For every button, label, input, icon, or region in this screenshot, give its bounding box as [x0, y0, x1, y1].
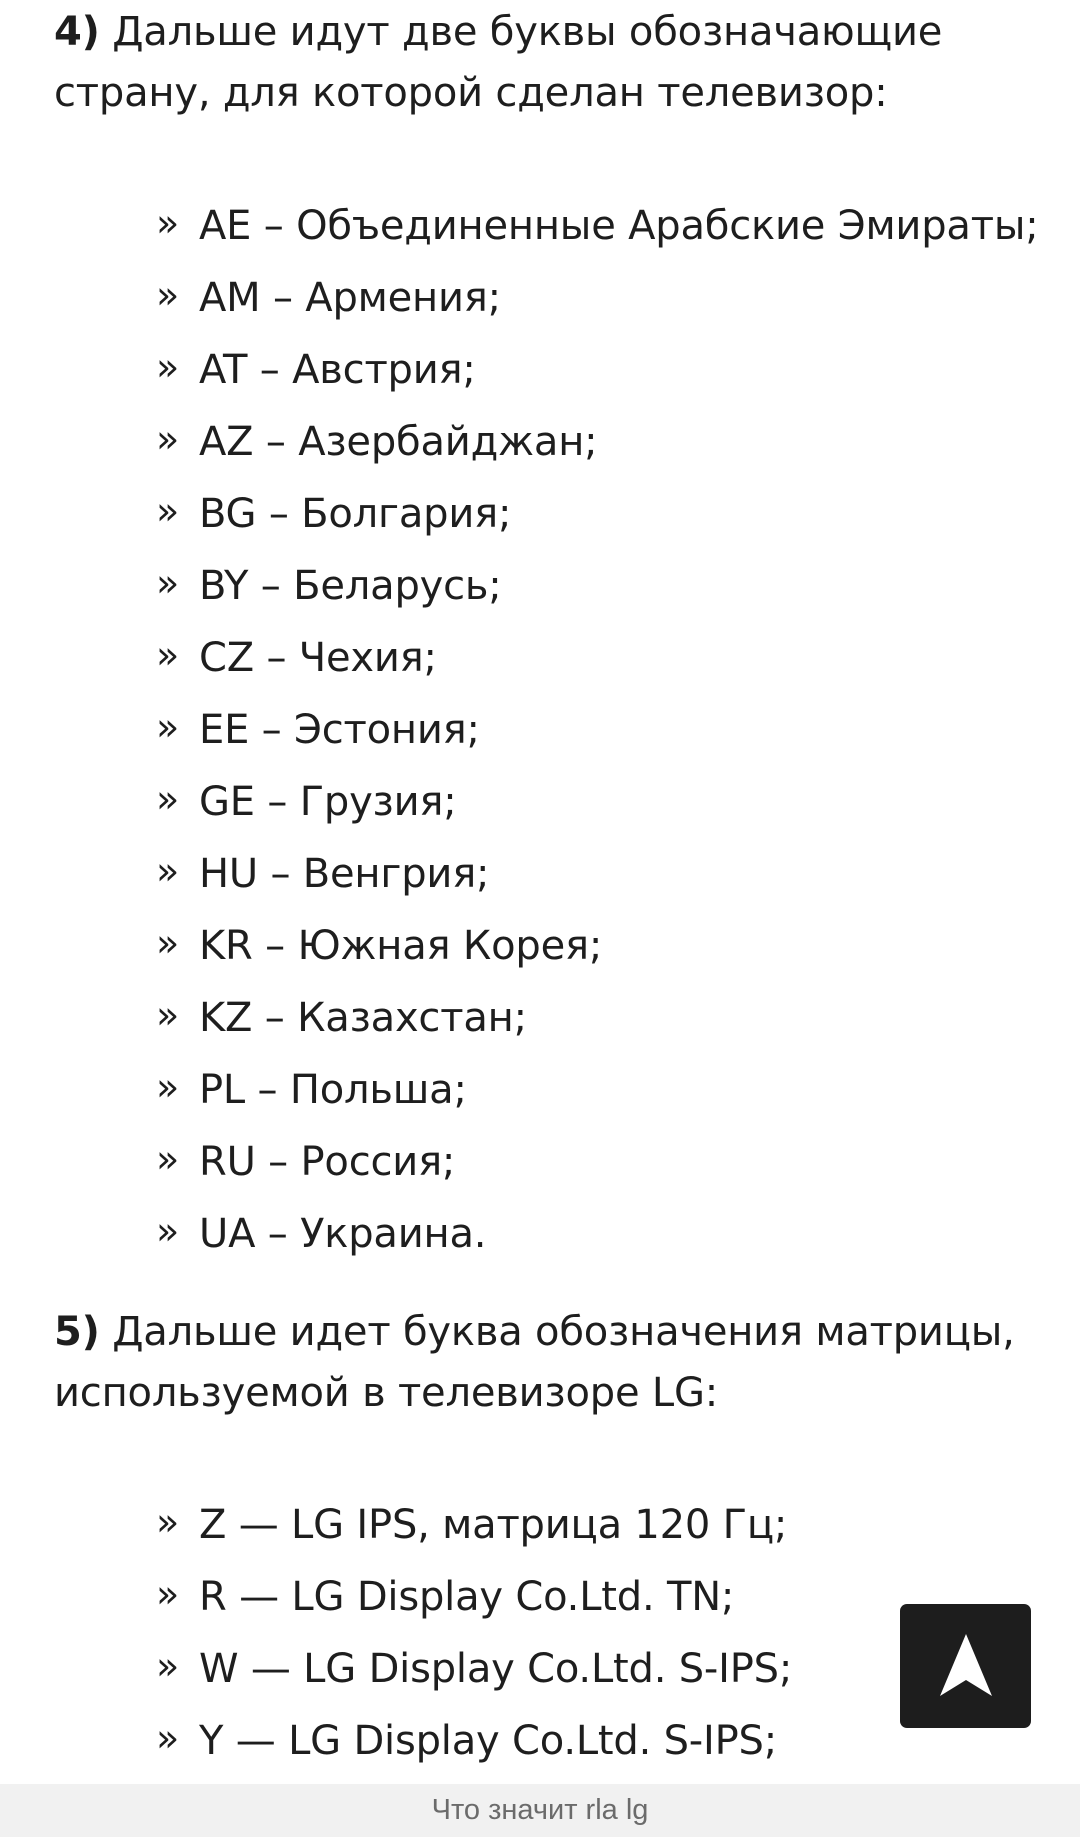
list-item: [0, 982, 1080, 1054]
list-bullet: »: [156, 777, 180, 821]
section-5-line1: Дальше идет буква обозначения матрицы,: [112, 1309, 1015, 1355]
list-bullet: »: [156, 201, 180, 245]
list-bullet: »: [156, 417, 180, 461]
list-bullet: »: [156, 489, 180, 533]
list-item: [0, 550, 1080, 622]
list-item-text: BY – Беларусь;: [199, 563, 502, 609]
list-item-text: EE – Эстония;: [199, 707, 480, 753]
footer-caption: Что значит rla lg: [431, 1794, 649, 1826]
list-item-text: AM – Армения;: [199, 275, 501, 321]
list-item-text: PL – Польша;: [199, 1067, 467, 1113]
list-bullet: »: [156, 633, 180, 677]
list-item: [0, 406, 1080, 478]
list-item: [0, 478, 1080, 550]
list-item: [0, 910, 1080, 982]
list-item-text: W — LG Display Co.Ltd. S-IPS;: [199, 1646, 793, 1692]
list-item-text: UA – Украина.: [199, 1211, 487, 1257]
list-item: [0, 838, 1080, 910]
scroll-to-top-button[interactable]: [900, 1604, 1031, 1728]
list-bullet: »: [156, 993, 180, 1037]
arrow-up-icon: [940, 1634, 992, 1696]
list-item-text: GE – Грузия;: [199, 779, 457, 825]
list-item: [0, 1054, 1080, 1126]
list-item: [0, 1198, 1080, 1270]
list-item-text: RU – Россия;: [199, 1139, 456, 1185]
footer-caption-bar: [0, 1784, 1080, 1837]
section-5-line2: используемой в телевизоре LG:: [54, 1370, 719, 1416]
section-5-paragraph: [54, 1302, 1054, 1424]
list-item: [0, 694, 1080, 766]
list-item-text: HU – Венгрия;: [199, 851, 490, 897]
list-item: [0, 1489, 1080, 1561]
list-item-text: BG – Болгария;: [199, 491, 512, 537]
list-item-text: AT – Австрия;: [199, 347, 476, 393]
list-item: [0, 190, 1080, 262]
section-5-number: 5): [54, 1309, 100, 1355]
list-item-text: AZ – Азербайджан;: [199, 419, 598, 465]
list-item-text: KZ – Казахстан;: [199, 995, 527, 1041]
list-bullet: »: [156, 345, 180, 389]
list-bullet: »: [156, 849, 180, 893]
list-item: [0, 334, 1080, 406]
list-item-text: AE – Объединенные Арабские Эмираты;: [199, 203, 1039, 249]
list-item-text: KR – Южная Корея;: [199, 923, 603, 969]
section-4-paragraph: [54, 2, 1054, 124]
section-4-number: 4): [54, 9, 100, 55]
list-bullet: »: [156, 705, 180, 749]
section-4-line2: страну, для которой сделан телевизор:: [54, 70, 888, 116]
list-bullet: »: [156, 1716, 180, 1760]
list-item: [0, 1126, 1080, 1198]
list-item: [0, 622, 1080, 694]
list-bullet: »: [156, 1500, 180, 1544]
list-item-text: R — LG Display Co.Ltd. TN;: [199, 1574, 735, 1620]
list-item: [0, 766, 1080, 838]
country-codes-list: [0, 190, 1080, 1270]
list-bullet: »: [156, 921, 180, 965]
list-bullet: »: [156, 1137, 180, 1181]
list-item-text: CZ – Чехия;: [199, 635, 437, 681]
list-bullet: »: [156, 1644, 180, 1688]
list-item-text: Z — LG IPS, матрица 120 Гц;: [199, 1502, 788, 1548]
list-item: [0, 262, 1080, 334]
list-item-text: Y — LG Display Co.Ltd. S-IPS;: [199, 1718, 778, 1764]
list-bullet: »: [156, 1065, 180, 1109]
section-4-line1: Дальше идут две буквы обозначающие: [112, 9, 943, 55]
list-bullet: »: [156, 1209, 180, 1253]
list-bullet: »: [156, 273, 180, 317]
list-bullet: »: [156, 1572, 180, 1616]
list-bullet: »: [156, 561, 180, 605]
